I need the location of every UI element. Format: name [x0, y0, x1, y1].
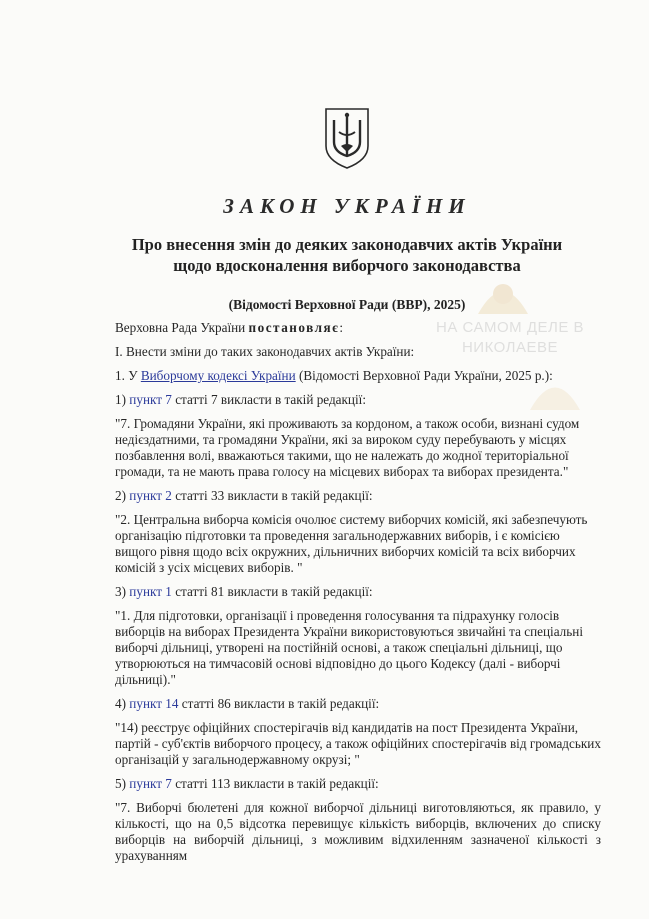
preamble-keyword: постановляє: [248, 320, 340, 335]
amendment-4-text: "14) реєструє офіційних спостерігачів від кандидатів на пост Президента України, партій - суб'єктів виборчого процесу, а також офіційних спостерігачів від громадських організацій у загальнодержавному окрузі; ": [115, 720, 601, 767]
trident-coat-of-arms-icon: [323, 106, 371, 170]
watermark-line-1: НА САМОМ ДЕЛЕ В: [435, 319, 585, 336]
amendment-number: 1): [115, 392, 130, 407]
amendment-1-text: "7. Громадяни України, які проживають за кордоном, а також особи, визнані судом недієздатними, та громадяни України, які за вироком суду перебувають у місцях позбавлення волі, вважаються такими, що не належать до жодної територіальної громади, та не мають права голосу на місцевих виборах та виборах президента.": [115, 416, 580, 479]
amendment-number: 5): [115, 776, 130, 791]
amendment-1-link[interactable]: пункт 7: [129, 392, 172, 407]
amendment-2-heading: [115, 488, 601, 504]
amendment-heading-text: статті 81 викласти в такій редакції:: [171, 584, 373, 599]
item-1: [115, 368, 601, 384]
amendment-number: 3): [115, 584, 130, 599]
amendment-5-link[interactable]: пункт 7: [129, 776, 172, 791]
amendment-3-heading: [115, 584, 601, 600]
amendment-heading-text: статті 113 викласти в такій редакції:: [171, 776, 379, 791]
subtitle-line-1: Про внесення змін до деяких законодавчих актів України: [131, 235, 563, 254]
preamble-text: Верховна Рада України: [115, 320, 249, 335]
publication-source: (Відомості Верховної Ради (ВВР), 2025): [228, 297, 466, 312]
amendment-3-link[interactable]: пункт 1: [129, 584, 172, 599]
section-1: I. Внести зміни до таких законодавчих актів України:: [115, 344, 415, 359]
amendment-2-link[interactable]: пункт 2: [129, 488, 172, 503]
watermark-line-2: НИКОЛАЕВЕ: [461, 339, 559, 356]
item-1-suffix: (Відомості Верховної Ради України, 2025 р.):: [295, 368, 553, 383]
law-title: ЗАКОН УКРАЇНИ: [223, 194, 471, 218]
amendment-3-text: "1. Для підготовки, організації і проведення голосування та підрахунку голосів виборців на виборах Президента України використовуються звичайні та спеціальні виборчі дільниці, утворені на постійній основі, а також спеціальні дільниці, що утворюються на тимчасовій основі відповідно до цього Кодексу (далі - виборчі дільниці).": [115, 608, 583, 687]
amendment-5-text: "7. Виборчі бюлетені для кожної виборчої дільниці виготовляються, як правило, у кількості, що на 0,5 відсотка перевищує кількість виборців, включених до списку виборців на виборчій дільниці, з можливим відхиленням зазначеної кількості з урахуванням: [115, 800, 601, 863]
amendment-heading-text: статті 33 викласти в такій редакції:: [171, 488, 373, 503]
electoral-code-link[interactable]: Виборчому кодексі України: [140, 368, 296, 383]
amendment-4-heading: [115, 696, 601, 712]
amendment-number: 4): [115, 696, 130, 711]
subtitle-line-2: щодо вдосконалення виборчого законодавства: [173, 256, 521, 275]
amendment-heading-text: статті 7 викласти в такій редакції:: [171, 392, 366, 407]
amendment-heading-text: статті 86 викласти в такій редакції:: [178, 696, 380, 711]
item-1-prefix: 1. У: [115, 368, 141, 383]
preamble: [115, 320, 601, 336]
document-body: [115, 320, 601, 872]
amendment-number: 2): [115, 488, 130, 503]
amendment-5-heading: [115, 776, 601, 792]
amendment-4-link[interactable]: пункт 14: [129, 696, 179, 711]
amendment-2-text: "2. Центральна виборча комісія очолює систему виборчих комісій, які забезпечують організацію підготовки та проведення загальнодержавних виборів, і є комісією вищого рівня щодо всіх окружних, дільничних виборчих комісій та всіх виборчих комісій з усіх місцевих виборів. ": [115, 512, 588, 575]
preamble-colon: :: [339, 320, 344, 335]
amendment-1-heading: [115, 392, 601, 408]
watermark-logo-icon: [468, 264, 538, 324]
